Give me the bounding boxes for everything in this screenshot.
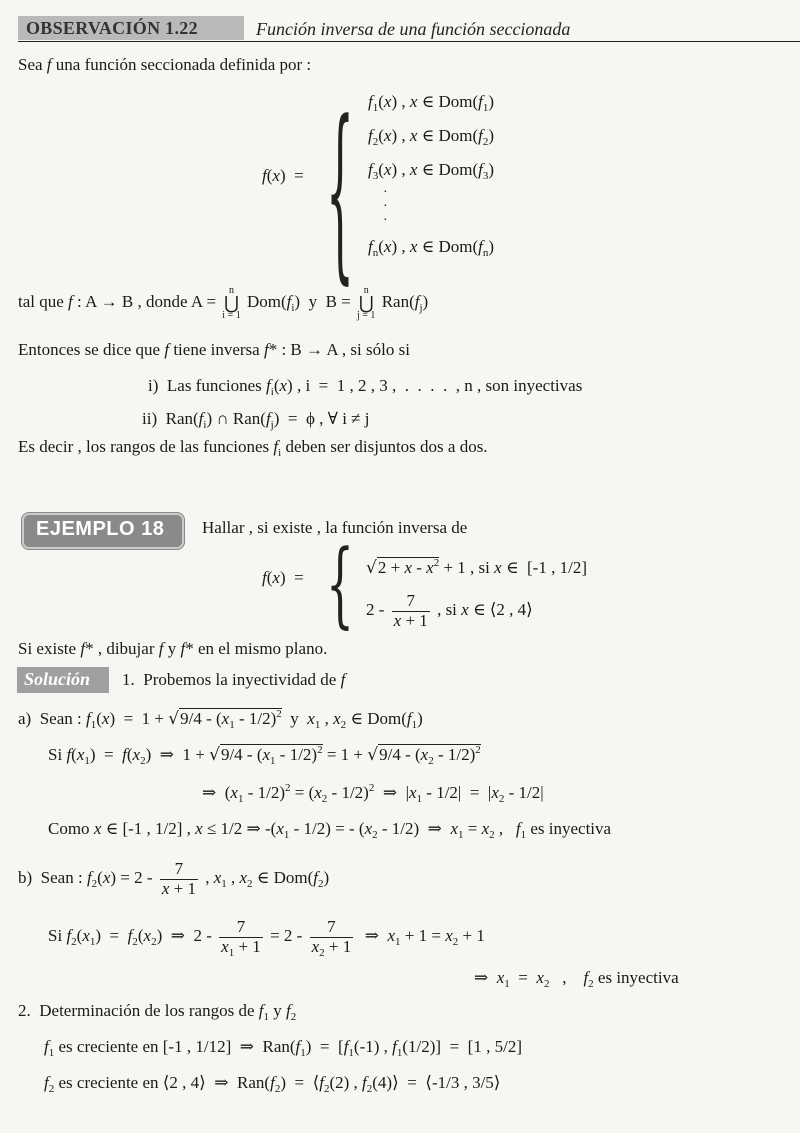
general-brace: { <box>326 84 354 304</box>
step-2: 2. Determinación de los rangos de $f_1$ y $f_2$ <box>18 1001 297 1023</box>
step-1: 1. Probemos la inyectividad de f <box>122 670 346 689</box>
example-prompt: Hallar , si existe , la función inversa de <box>202 518 468 537</box>
union-statement: tal que f : A → B , donde A = n ⋃ i = 1 $Dom(f_i)$ y B = n ⋃ j = 1 $Ran(f_j)$ <box>18 285 429 322</box>
part-a-line-2: Si $f(x_1) = f(x_2)$ ⇒ $1 + √9/4 - (x_1 - 1/2)^2 = 1 + √9/4 - (x_2 - 1/2)^2$ <box>48 744 481 767</box>
condition-2: ii) $Ran(f_i)$ ∩ $Ran(f_j) = \phi$ , ∀ i ≠ j <box>142 409 370 431</box>
conclusion: Es decir , los rangos de las funciones $f_i$ deben ser disjuntos dos a dos. <box>18 437 488 459</box>
example-lhs: f(x) = <box>262 568 304 587</box>
intro-text: Sea f una función seccionada definida por : <box>18 55 312 74</box>
inverse-statement: Entonces se dice que f tiene inversa f* : B → A , si sólo si <box>18 340 410 359</box>
solution-badge: Solución <box>24 669 91 689</box>
example-piece-1: $√2 + x - x^2 + 1$ , si x ∈ [-1 , 1/2] <box>366 557 587 578</box>
part-b-line-1: b) Sean : $f_2(x) = 2$ - $\frac{7}{x + 1}$ , $x_1$ , $x_2$ ∈ $Dom(f_2)$ <box>18 859 330 898</box>
vertical-ellipsis: · · · <box>383 185 388 228</box>
example-brace: { <box>326 532 354 640</box>
observation-title: Función inversa de una función seccionada <box>256 19 571 39</box>
general-piecewise-lhs: f(x) = <box>262 166 304 185</box>
piece-1: $f_1(x)$ , x ∈ $Dom(f_1)$ <box>368 92 495 114</box>
piece-2: $f_2(x)$ , x ∈ $Dom(f_2)$ <box>368 126 495 148</box>
observation-label: OBSERVACIÓN 1.22 <box>26 18 198 38</box>
part-a-line-4: Como x ∈ [-1 , 1/2] , x ≤ 1/2 ⇒ $-(x_1 - 1/2)$ = - $(x_2 - 1/2)$ ⇒ $x_1 = x_2$ , $f_1$ es inyectiva <box>48 819 612 841</box>
part-b-line-2: Si $f_2(x_1) = f_2(x_2)$ ⇒ 2 - $\frac{7}{x_1 + 1}$ = 2 - $\frac{7}{x_2 + 1}$ ⇒ $x_1 + 1 = x_2 + 1$ <box>48 917 485 959</box>
part-a-line-1: a) Sean : $f_1(x) = 1 + √9/4 - (x_1 - 1/2)^2$ y $x_1$ , $x_2$ ∈ $Dom(f_1)$ <box>18 708 423 731</box>
example-piece-2: 2 - $\frac{7}{x + 1}$ , si x ∈ ⟨2 , 4⟩ <box>366 591 533 630</box>
piece-n: $f_n(x)$ , x ∈ $Dom(f_n)$ <box>368 237 495 259</box>
part-a-line-3: ⇒ $(x_1 - 1/2)^2 = (x_2 - 1/2)^2$ ⇒ $|x_1 - 1/2| = |x_2 - 1/2|$ <box>202 782 544 805</box>
range-1: $f_1$ es creciente en [-1 , 1/12] ⇒ $Ran(f_1) = [f_1(-1)$ , $f_1(1/2)] = [1$ , 5/2] <box>44 1037 522 1059</box>
range-2: $f_2$ es creciente en ⟨2 , 4⟩ ⇒ $Ran(f_2)$ = $⟨f_2(2)$ , $f_2(4)⟩$ = ⟨-1/3 , 3/5⟩ <box>44 1073 501 1095</box>
condition-1: i) Las funciones $f_i(x)$ , i = 1 , 2 , 3 , . . . . , n , son inyectivas <box>148 376 583 398</box>
piece-3: $f_3(x)$ , x ∈ $Dom(f_3)$ <box>368 160 495 182</box>
header-rule <box>18 41 800 42</box>
part-b-line-3: ⇒ $x_1 = x_2$ , $f_2$ es inyectiva <box>474 968 679 990</box>
example-draw: Si existe f* , dibujar f y f* en el mismo plano. <box>18 639 328 658</box>
example-badge: EJEMPLO 18 <box>36 518 165 540</box>
